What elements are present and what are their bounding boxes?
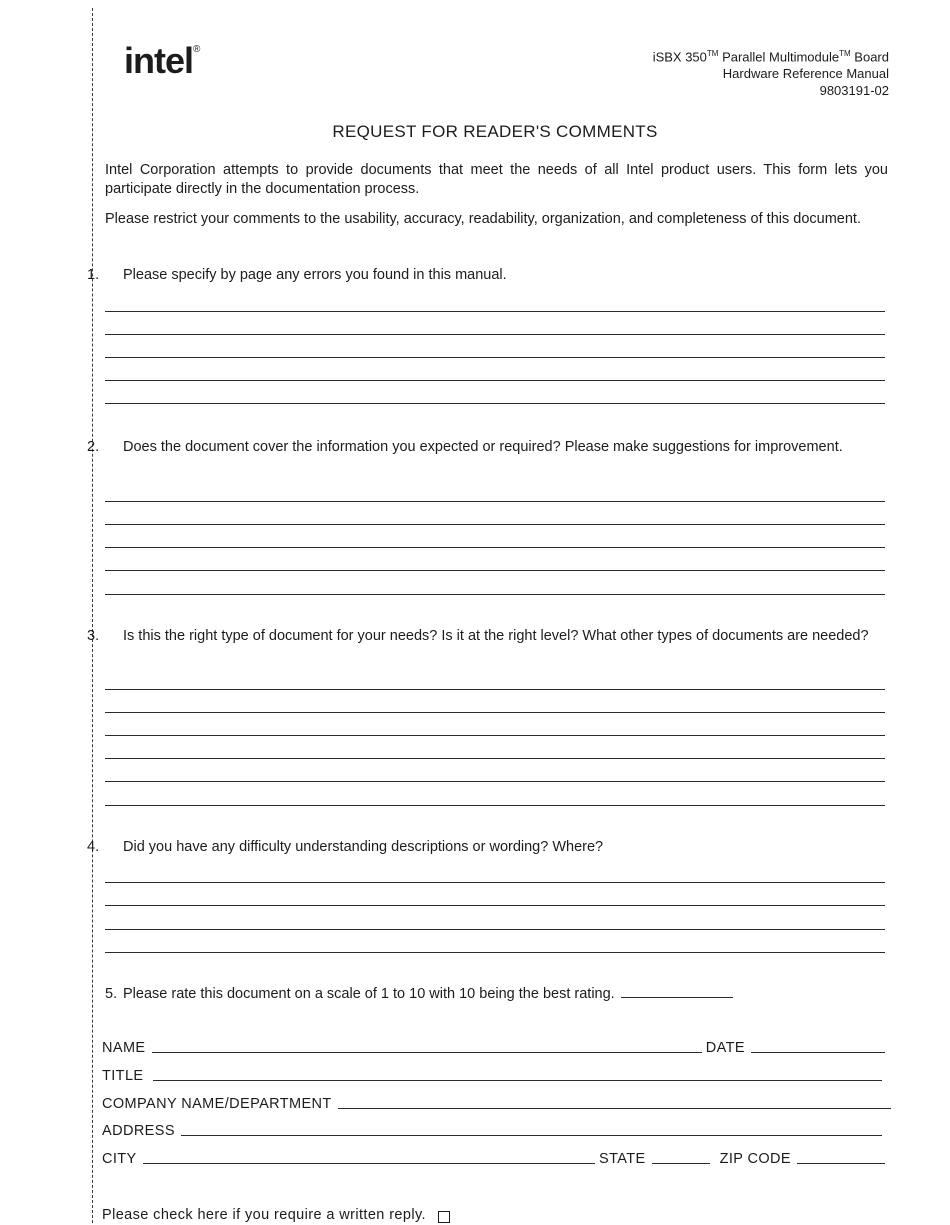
- question-4: 4. Did you have any difficulty understanding descriptions or wording? Where?: [87, 839, 604, 855]
- answer-line-q4[interactable]: [105, 882, 885, 883]
- company-label: COMPANY NAME/DEPARTMENT: [102, 1096, 332, 1112]
- answer-line-q1[interactable]: [105, 311, 885, 312]
- name-field[interactable]: [152, 1040, 702, 1053]
- answer-line-q2[interactable]: [105, 501, 885, 502]
- manual-title: Hardware Reference Manual: [722, 66, 889, 82]
- intel-logo: intel®: [124, 40, 200, 81]
- written-reply-row: [102, 1207, 450, 1223]
- city-field[interactable]: [143, 1151, 595, 1164]
- zip-label: ZIP CODE: [719, 1151, 791, 1167]
- answer-line-q3[interactable]: [105, 781, 885, 782]
- state-field[interactable]: [652, 1151, 710, 1164]
- order-number: 9803191-02: [819, 83, 889, 99]
- answer-line-q3[interactable]: [105, 758, 885, 759]
- address-row: [102, 1123, 882, 1139]
- answer-line-q2[interactable]: [105, 547, 885, 548]
- date-field[interactable]: [751, 1040, 885, 1053]
- title-field[interactable]: [153, 1068, 882, 1081]
- rating-field[interactable]: [621, 985, 733, 998]
- title-label: TITLE: [102, 1068, 144, 1084]
- answer-line-q2[interactable]: [105, 524, 885, 525]
- address-label: ADDRESS: [102, 1123, 175, 1139]
- written-reply-label: Please check here if you require a written reply.: [102, 1207, 426, 1223]
- answer-line-q2[interactable]: [105, 570, 885, 571]
- intro-paragraph-2: Please restrict your comments to the usability, accuracy, readability, organization, and completeness of this document.: [105, 211, 861, 227]
- question-3: 3. Is this the right type of document for your needs? Is it at the right level? What other types of documents are needed?: [87, 628, 869, 644]
- answer-line-q3[interactable]: [105, 805, 885, 806]
- answer-line-q4[interactable]: [105, 905, 885, 906]
- answer-line-q3[interactable]: [105, 712, 885, 713]
- question-1: 1. Please specify by page any errors you found in this manual.: [87, 267, 507, 283]
- state-label: STATE: [599, 1151, 646, 1167]
- answer-line-q2[interactable]: [105, 594, 885, 595]
- document-header: [653, 45, 889, 99]
- cut-line: [92, 8, 93, 1223]
- page-title: REQUEST FOR READER'S COMMENTS: [332, 122, 658, 141]
- address-field[interactable]: [181, 1123, 882, 1136]
- zip-field[interactable]: [797, 1151, 885, 1164]
- product-name: iSBX 350™ Parallel Multimodule™ Board: [652, 49, 889, 65]
- title-row: [102, 1068, 882, 1084]
- company-field[interactable]: [338, 1096, 891, 1109]
- city-label: CITY: [102, 1151, 137, 1167]
- answer-line-q4[interactable]: [105, 929, 885, 930]
- name-date-row: [102, 1040, 885, 1056]
- question-2: 2. Does the document cover the information you expected or required? Please make suggestions for improvement.: [87, 439, 843, 455]
- answer-line-q1[interactable]: [105, 403, 885, 404]
- city-state-zip-row: [102, 1151, 885, 1167]
- written-reply-checkbox[interactable]: [438, 1211, 450, 1223]
- answer-line-q3[interactable]: [105, 735, 885, 736]
- answer-line-q1[interactable]: [105, 357, 885, 358]
- name-label: NAME: [102, 1040, 146, 1056]
- answer-line-q4[interactable]: [105, 952, 885, 953]
- answer-line-q3[interactable]: [105, 689, 885, 690]
- question-5: 5. Please rate this document on a scale of 1 to 10 with 10 being the best rating.: [105, 985, 888, 1004]
- answer-line-q1[interactable]: [105, 334, 885, 335]
- date-label: DATE: [705, 1040, 745, 1056]
- company-row: [102, 1096, 891, 1112]
- intro-paragraph-1: Intel Corporation attempts to provide documents that meet the needs of all Intel product users. This form lets you participate directly in the documentation process.: [105, 162, 888, 197]
- answer-line-q1[interactable]: [105, 380, 885, 381]
